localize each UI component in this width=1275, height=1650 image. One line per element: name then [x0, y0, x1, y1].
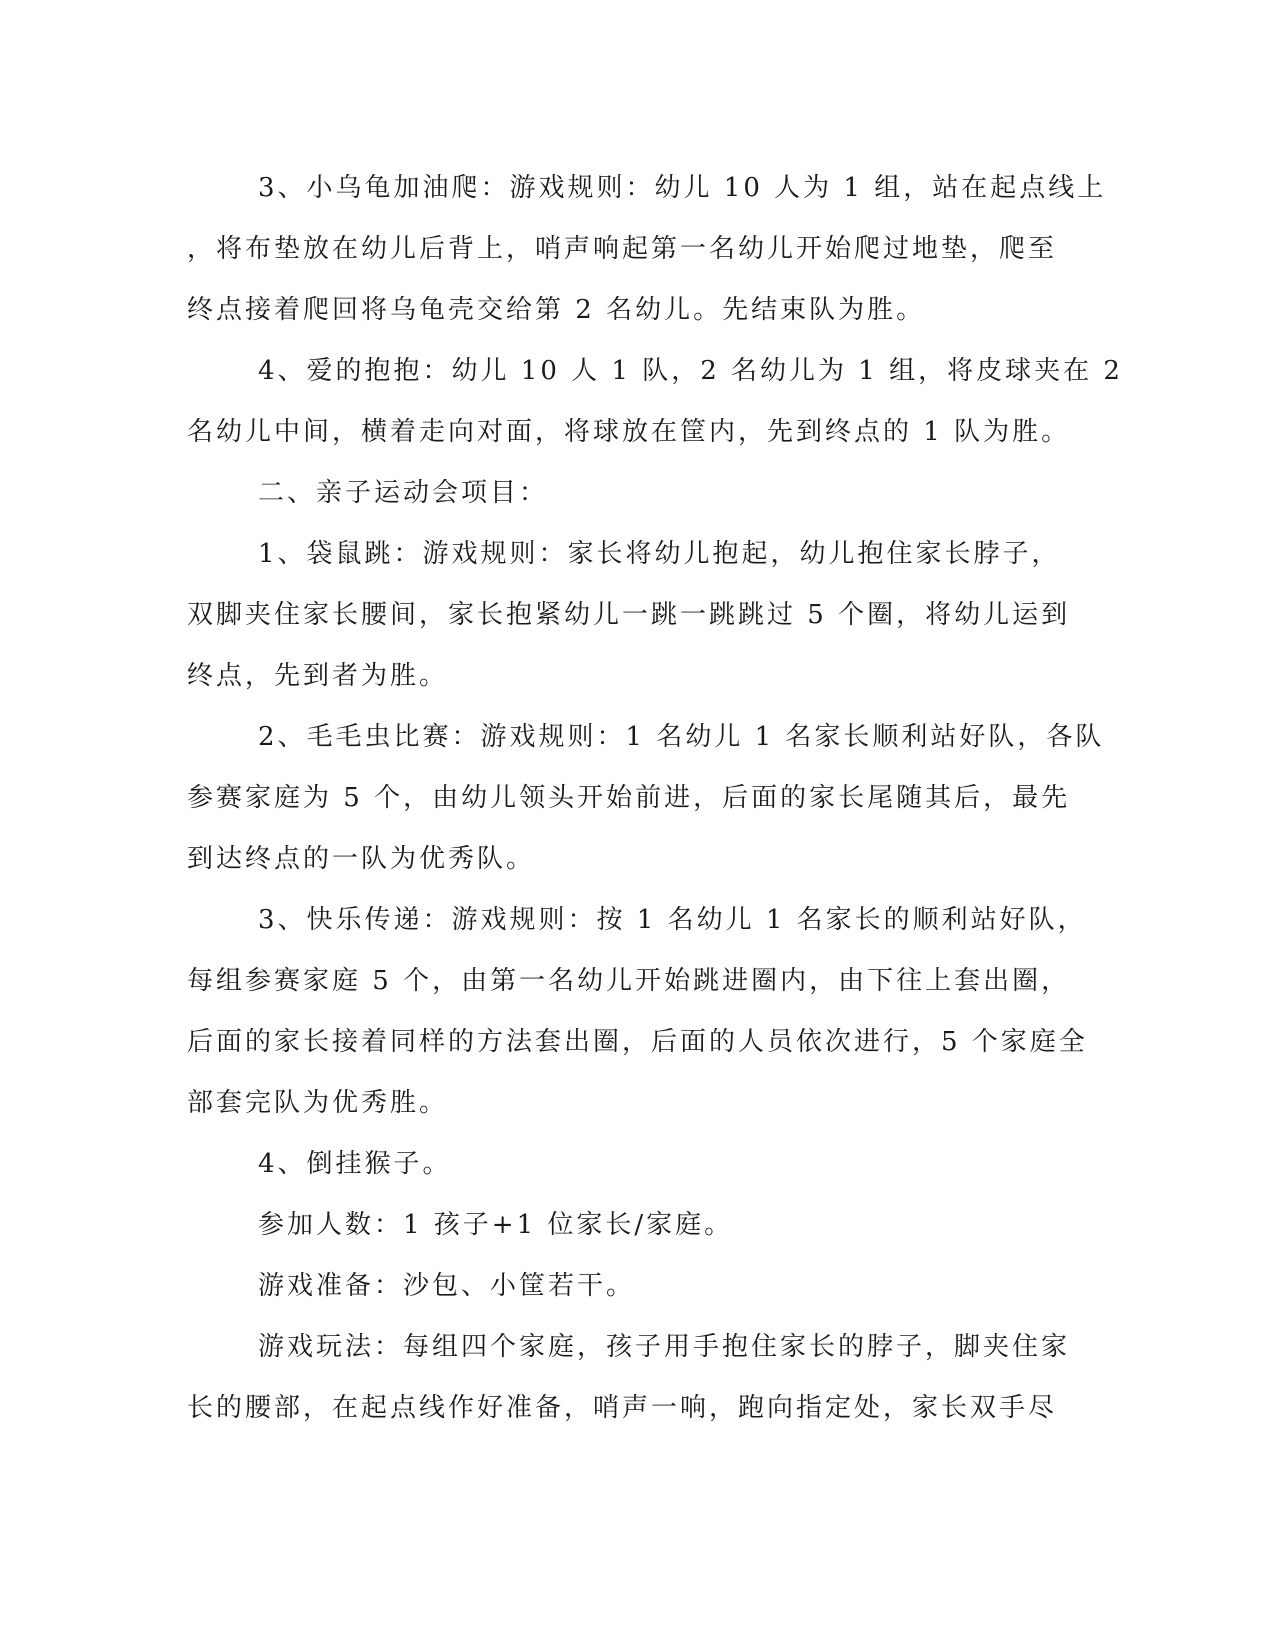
text-line: 3、快乐传递：游戏规则：按 1 名幼儿 1 名家长的顺利站好队，: [258, 905, 1087, 935]
text-line: 终点，先到者为胜。: [187, 661, 449, 691]
paragraph: [187, 890, 1088, 1134]
text-line: ，将布垫放在幼儿后背上，哨声响起第一名幼儿开始爬过地垫，爬至: [187, 234, 1058, 264]
text-line: 4、爱的抱抱：幼儿 10 人 1 队，2 名幼儿为 1 组，将皮球夹在 2: [258, 356, 1123, 386]
text-line: 游戏玩法：每组四个家庭，孩子用手抱住家长的脖子，脚夹住家: [258, 1332, 1071, 1362]
paragraph: [187, 1317, 1073, 1439]
paragraph: [187, 158, 1107, 341]
paragraph: [187, 524, 1073, 707]
text-line: 名幼儿中间，横着走向对面，将球放在筐内，先到终点的 1 队为胜。: [187, 417, 1071, 447]
text-line: 参加人数：1 孩子+1 位家长/家庭。: [258, 1210, 734, 1240]
paragraph: [187, 1134, 1073, 1195]
text-line: 2、毛毛虫比赛：游戏规则：1 名幼儿 1 名家长顺利站好队，各队: [258, 722, 1105, 752]
text-line: 终点接着爬回将乌龟壳交给第 2 名幼儿。先结束队为胜。: [187, 295, 926, 325]
text-line: 长的腰部，在起点线作好准备，哨声一响，跑向指定处，家长双手尽: [187, 1393, 1058, 1423]
paragraph: [187, 1195, 1073, 1256]
text-line: 双脚夹住家长腰间，家长抱紧幼儿一跳一跳跳过 5 个圈，将幼儿运到: [187, 600, 1071, 630]
paragraph: [187, 1256, 1073, 1317]
text-line: 后面的家长接着同样的方法套出圈，后面的人员依次进行，5 个家庭全: [187, 1027, 1088, 1057]
text-line: 每组参赛家庭 5 个，由第一名幼儿开始跳进圈内，由下往上套出圈，: [187, 966, 1071, 996]
text-line: 二、亲子运动会项目：: [258, 478, 549, 508]
text-line: 游戏准备：沙包、小筐若干。: [258, 1271, 636, 1301]
paragraph: [187, 463, 1073, 524]
text-line: 1、袋鼠跳：游戏规则：家长将幼儿抱起，幼儿抱住家长脖子，: [258, 539, 1061, 569]
text-line: 到达终点的一队为优秀队。: [187, 844, 536, 874]
document-body: [187, 158, 1123, 1439]
paragraph: [187, 707, 1105, 890]
text-line: 参赛家庭为 5 个，由幼儿领头开始前进，后面的家长尾随其后，最先: [187, 783, 1071, 813]
text-line: 3、小乌龟加油爬：游戏规则：幼儿 10 人为 1 组，站在起点线上: [258, 173, 1107, 203]
text-line: 4、倒挂猴子。: [258, 1149, 452, 1179]
paragraph: [187, 341, 1123, 463]
text-line: 部套完队为优秀胜。: [187, 1088, 449, 1118]
